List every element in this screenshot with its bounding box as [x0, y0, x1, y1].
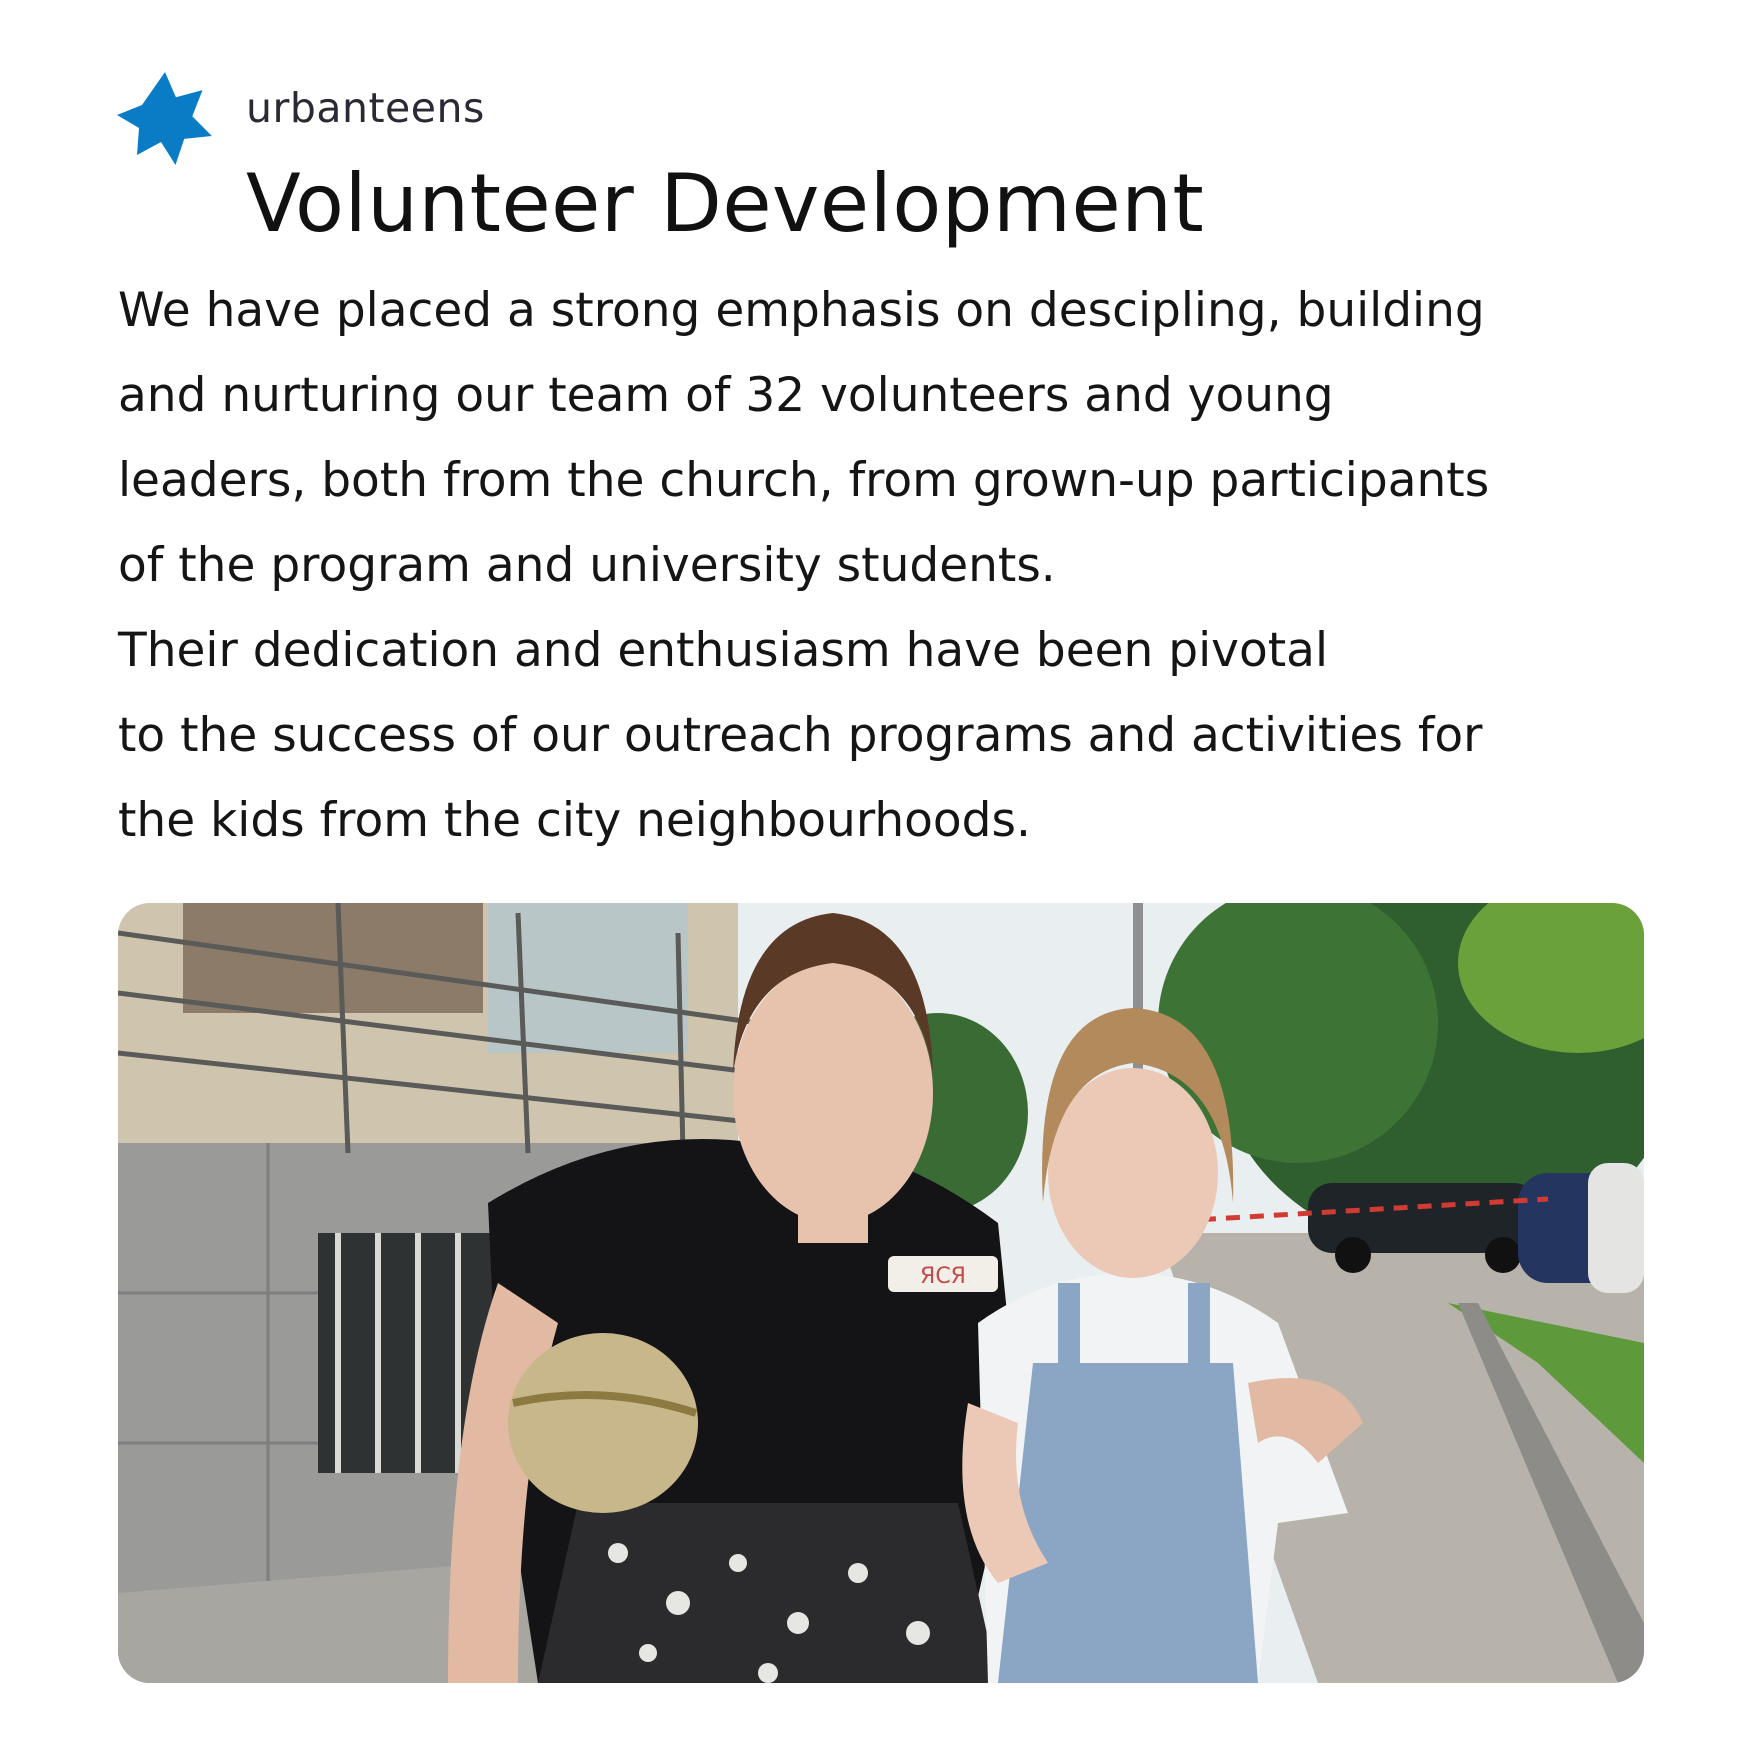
- body-line: to the success of our outreach programs and activities for: [118, 708, 1483, 763]
- wheel: [1485, 1237, 1521, 1273]
- star-shape: [117, 72, 212, 165]
- child-face: [1048, 1068, 1218, 1278]
- body-line: We have placed a strong emphasis on descipling, building: [118, 283, 1485, 338]
- overall-strap: [1188, 1283, 1210, 1393]
- body-line: and nurturing our team of 32 volunteers and young: [118, 368, 1334, 423]
- wheel: [1335, 1237, 1371, 1273]
- overall-strap: [1058, 1283, 1080, 1393]
- brand-star-icon: [117, 72, 213, 168]
- girl-neck: [798, 1183, 868, 1243]
- body-line: the kids from the city neighbourhoods.: [118, 793, 1031, 848]
- photo-illustration: [118, 903, 1644, 1683]
- body-line: leaders, both from the church, from grown-up participants: [118, 453, 1490, 508]
- car: [1588, 1163, 1644, 1293]
- body-line: of the program and university students.: [118, 538, 1056, 593]
- blinds: [183, 903, 483, 1013]
- floral-skirt: [538, 1503, 998, 1683]
- volunteer-photo: [118, 903, 1644, 1683]
- body-paragraph: [118, 268, 1658, 863]
- page-title: Volunteer Development: [246, 157, 1205, 250]
- volleyball: [508, 1333, 698, 1513]
- denim-overalls: [998, 1363, 1258, 1683]
- brand-name: urbanteens: [246, 84, 485, 132]
- name-tag-text: ЯСЯ: [920, 1264, 966, 1289]
- body-line: Their dedication and enthusiasm have been pivotal: [118, 623, 1329, 678]
